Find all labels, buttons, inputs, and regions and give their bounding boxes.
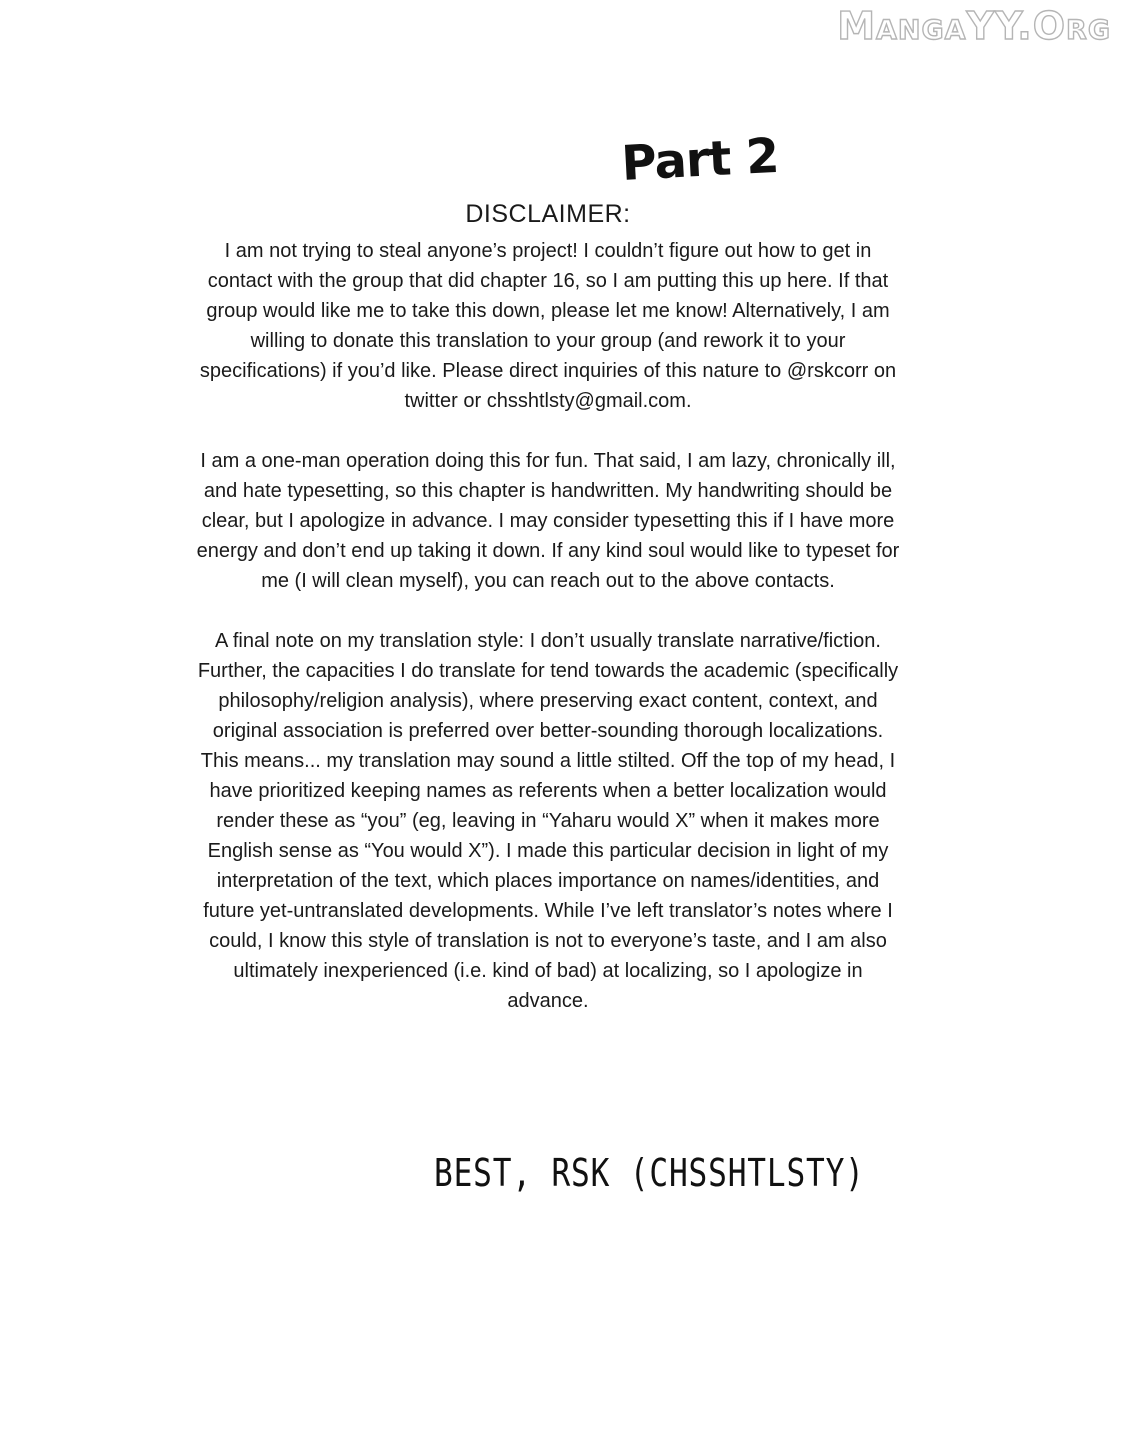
- paragraph-handwriting: I am a one-man operation doing this for fun. That said, I am lazy, chronically ill, and hate typesetting, so this chapter is handwritten. My handwriting should be clear, but I apologize in advance. I may consider typesetting this if I have more energy and don’t end up taking it down. If any kind soul would like to typeset for me (I will clean myself), you can reach out to the above contacts.: [196, 450, 900, 592]
- handwritten-signature: BEST, RSK (CHSSHTLSTY): [434, 1151, 865, 1195]
- part-heading: Part 2: [620, 127, 780, 192]
- disclaimer-title: DISCLAIMER:: [465, 200, 631, 228]
- disclaimer-body: [196, 236, 900, 1046]
- paragraph-translation-style: A final note on my translation style: I don’t usually translate narrative/fiction. Further, the capacities I do translate for tend towards the academic (specifically philosophy/religion analysis), where preserving exact content, context, and original association is preferred over better-sounding thorough localizations. This means... my translation may sound a little stilted. Off the top of my head, I have prioritized keeping names as referents when a better localization would render these as “you” (eg, leaving in “Yaharu would X” when it makes more English sense as “You would X”). I made this particular decision in light of my interpretation of the text, which places importance on names/identities, and future yet-untranslated developments. While I’ve left translator’s notes where I could, I know this style of translation is not to everyone’s taste, and I am also ultimately inexperienced (i.e. kind of bad) at localizing, so I apologize in advance.: [197, 630, 899, 1012]
- paragraph-contact: I am not trying to steal anyone’s project! I couldn’t figure out how to get in contact with the group that did chapter 16, so I am putting this up here. If that group would like me to take this down, please let me know! Alternatively, I am willing to donate this translation to your group (and rework it to your specifications) if you’d like. Please direct inquiries of this nature to @rskcorr on twitter or chsshtlsty@gmail.com.: [199, 240, 897, 412]
- site-watermark: MangaYY.Org: [837, 4, 1111, 48]
